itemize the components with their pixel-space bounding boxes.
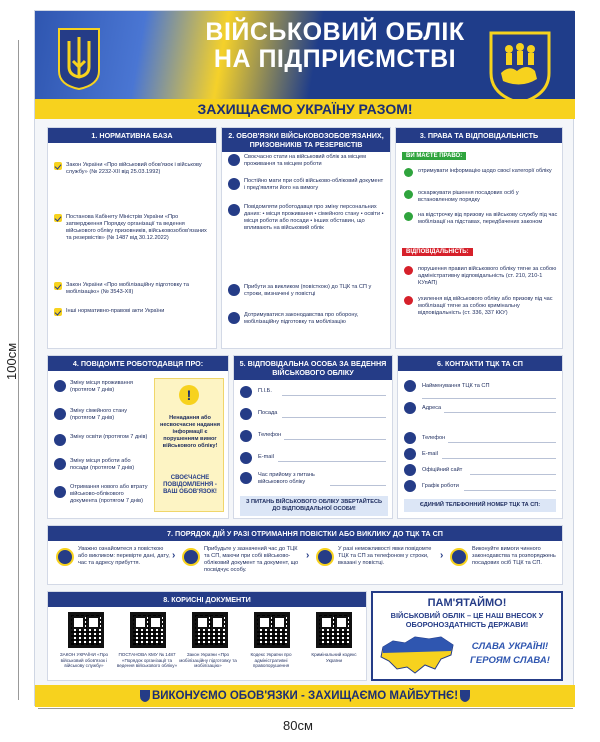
section-title: 1. НОРМАТИВНА БАЗА <box>48 128 216 143</box>
calendar-icon <box>182 548 200 566</box>
field-label: Телефон <box>422 435 446 441</box>
shield-icon <box>228 312 240 324</box>
step-text: У разі неможливості явки повідомте ТЦК та СП за телефоном у строки, вказані у повістці. <box>338 546 432 566</box>
fill-line <box>422 398 556 399</box>
fill-line <box>282 417 386 418</box>
step-text: Уважно ознайомтеся з повісткою або викликом: перевірте дані, дату, час та адресу прибуття. <box>78 546 170 566</box>
shield-check-icon <box>450 548 468 566</box>
hotline-note: ЄДИНИЙ ТЕЛЕФОННИЙ НОМЕР ТЦК ТА СП: <box>404 499 556 512</box>
globe-icon <box>404 464 416 476</box>
height-dimension-label: 100см <box>4 342 19 380</box>
fill-line <box>448 442 556 443</box>
exclamation-icon: ! <box>179 385 199 405</box>
check-circle-icon <box>404 212 413 221</box>
glory-slogan-1: СЛАВА УКРАЇНІ! <box>471 641 549 652</box>
fill-line <box>282 395 386 396</box>
briefcase-icon <box>54 458 66 470</box>
contact-note: З ПИТАНЬ ВІЙСЬКОВОГО ОБЛІКУ ЗВЕРТАЙТЕСЬ ДО ВІДПОВІДАЛЬНОЇ ОСОБИ! <box>240 496 388 516</box>
list-item: Закон України «Про мобілізаційну підготовку та мобілізацію» (№ 3543-XII) <box>66 282 190 295</box>
arrow-right-icon: › <box>306 550 310 561</box>
warning-emphasis: СВОЄЧАСНЕ ПОВІДОМЛЕННЯ - ВАШ ОБОВ'ЯЗОК! <box>163 475 217 495</box>
remember-title: ПАМ'ЯТАЙМО! <box>427 597 507 609</box>
field-label: Найменування ТЦК та СП <box>422 383 490 389</box>
list-item: Дотримуватися законодавства про оборону, мобілізаційну підготовку та мобілізацію <box>244 312 359 325</box>
field-label: П.І.Б. <box>258 388 272 394</box>
section-title: 3. ПРАВА ТА ВІДПОВІДАЛЬНІСТЬ <box>396 128 562 143</box>
list-item: на відстрочку від призову на військову службу під час мобілізації на підставах, передбачених законом <box>418 212 558 225</box>
id-document-icon <box>54 486 66 498</box>
remember-text: ВІЙСЬКОВИЙ ОБЛІК – ЦЕ НАШ ВНЕСОК У ОБОРОНОЗДАТНІСТЬ ДЕРЖАВИ! <box>390 611 544 629</box>
phone-icon <box>404 432 416 444</box>
section-notify-employer <box>47 355 229 519</box>
qr-code-icon[interactable] <box>192 612 228 648</box>
id-card-icon <box>228 178 240 190</box>
qr-code-icon[interactable] <box>68 612 104 648</box>
briefcase-icon <box>240 408 252 420</box>
doc-caption: ПОСТАНОВА КМУ № 1487 «Порядок організації та ведення військового обліку» <box>116 652 178 669</box>
ukraine-map-icon <box>379 633 457 677</box>
list-item: Зміну місця проживання (протягом 7 днів) <box>70 380 133 393</box>
house-icon <box>54 380 66 392</box>
fill-line <box>464 490 556 491</box>
glory-slogan-2: ГЕРОЯМ СЛАВА! <box>470 655 550 666</box>
warning-box <box>154 378 224 512</box>
mail-icon <box>404 448 416 460</box>
section-title: 6. КОНТАКТИ ТЦК ТА СП <box>398 356 562 371</box>
poster <box>34 10 574 706</box>
section-title: 2. ОБОВ'ЯЗКИ ВІЙСЬКОВОЗОБОВ'ЯЗАНИХ, ПРИЗОВНИКІВ ТА РЕЗЕРВІСТІВ <box>222 128 390 152</box>
list-item: Постанова Кабінету Міністрів України «Про затвердження Порядку організації та ведення військового обліку призовників, військовозобов'язаних та резервістів» (№ 1487 від 30.12.2022) <box>66 214 207 241</box>
trident-coat-of-arms-icon <box>55 27 103 91</box>
remember-box <box>371 591 563 681</box>
field-label: E-mail <box>422 451 438 457</box>
qr-code-icon[interactable] <box>130 612 166 648</box>
fill-line <box>330 485 386 486</box>
document-icon <box>228 154 240 166</box>
check-icon <box>54 162 62 170</box>
section-legal-basis <box>47 127 217 349</box>
section-responsible-person <box>233 355 393 519</box>
military-shield-badge-icon <box>487 29 553 105</box>
section-summons-procedure <box>47 525 563 585</box>
list-item: порушення правил військового обліку тягне за собою адміністративну відповідальність (ст. 210, 210-1 КУпАП) <box>418 266 557 286</box>
qr-code-icon[interactable] <box>254 612 290 648</box>
doc-caption: Закон України «Про мобілізаційну підготовку та мобілізацію» <box>179 652 237 669</box>
section-useful-documents <box>47 591 367 681</box>
step-text: Прибудьте у зазначений час до ТЦК та СП, маючи при собі військово-обліковий документ та документ, що посвідчує особу. <box>204 546 299 573</box>
phone-call-icon <box>316 548 334 566</box>
list-item: Постійно мати при собі військово-обліковий документ і пред'являти його на вимогу <box>244 178 384 191</box>
section-title: 5. ВІДПОВІДАЛЬНА ОСОБА ЗА ВЕДЕННЯ ВІЙСЬКОВОГО ОБЛІКУ <box>234 356 392 380</box>
list-item: Повідомляти роботодавця про зміну персональних даних: • місця проживання • сімейного стану • освіти • місця роботи або посади • інших обставин, що впливають на військовий облік <box>244 204 384 231</box>
width-guide-line <box>38 708 573 709</box>
width-dimension-label: 80см <box>283 718 313 733</box>
clock-icon <box>404 480 416 492</box>
list-item: отримувати інформацію щодо своєї категорії обліку <box>418 168 552 174</box>
phone-icon <box>240 430 252 442</box>
check-circle-icon <box>404 190 413 199</box>
summons-document-icon <box>56 548 74 566</box>
list-item: оскаржувати рішення посадових осіб у встановленому порядку <box>418 190 519 203</box>
qr-code-icon[interactable] <box>316 612 352 648</box>
check-icon <box>54 308 62 316</box>
list-item: Своєчасно стати на військовий облік за місцем проживання та місцем роботи <box>244 154 366 167</box>
list-item: Отримання нового або втрату військово-облікового документа (протягом 7 днів) <box>70 484 148 504</box>
section-title: 8. КОРИСНІ ДОКУМЕНТИ <box>48 592 366 607</box>
section-tck-contacts <box>397 355 563 519</box>
calendar-icon <box>228 284 240 296</box>
fill-line <box>442 458 556 459</box>
check-icon <box>54 214 62 222</box>
clock-icon <box>240 472 252 484</box>
field-label: Посада <box>258 410 278 416</box>
warning-circle-icon <box>404 266 413 275</box>
mail-icon <box>240 452 252 464</box>
list-item: Зміну сімейного стану (протягом 7 днів) <box>70 408 128 421</box>
list-item: Зміну освіти (протягом 7 днів) <box>70 434 148 440</box>
footer-bar <box>35 685 575 707</box>
section-title: 7. ПОРЯДОК ДІЙ У РАЗІ ОТРИМАННЯ ПОВІСТКИ АБО ВИКЛИКУ ДО ТЦК ТА СП <box>48 526 562 541</box>
field-label: Графік роботи <box>422 483 459 489</box>
field-label: Офіційний сайт <box>422 467 463 473</box>
section-title: 4. ПОВІДОМТЕ РОБОТОДАВЦЯ ПРО: <box>48 356 228 371</box>
rings-icon <box>54 408 66 420</box>
field-label: E-mail <box>258 454 274 460</box>
fill-line <box>278 461 386 462</box>
page-title: ВІЙСЬКОВИЙ ОБЛІК НА ПІДПРИЄМСТВІ <box>205 18 465 73</box>
list-item: Зміну місця роботи або посади (протягом 7 днів) <box>70 458 135 471</box>
doc-caption: Кодекс України про адміністративні правопорушення <box>250 652 292 669</box>
user-icon <box>240 386 252 398</box>
list-item: Прибути за викликом (повісткою) до ТЦК та СП у строки, визначені у повістці <box>244 284 372 297</box>
fill-line <box>444 412 556 413</box>
doc-caption: Кримінальний кодекс України <box>311 652 357 663</box>
section-duties <box>221 127 391 349</box>
graduation-cap-icon <box>54 434 66 446</box>
check-icon <box>54 282 62 290</box>
field-label: Час прийому з питань військового обліку <box>258 472 315 485</box>
fill-line <box>284 439 386 440</box>
fill-line <box>470 474 556 475</box>
arrow-right-icon: › <box>172 550 176 561</box>
warning-circle-icon <box>404 296 413 305</box>
shield-icon <box>459 689 471 703</box>
list-item: Закон України «Про військовий обов'язок і військову службу» (№ 2232-XII від 25.03.1992) <box>66 162 202 175</box>
rights-tag: ВИ МАЄТЕ ПРАВО: <box>402 152 466 160</box>
header <box>35 11 575 99</box>
field-label: Телефон <box>258 432 282 438</box>
responsibility-tag: ВІДПОВІДАЛЬНІСТЬ: <box>402 248 473 256</box>
warning-text: Ненадання або несвоєчасне надання інформації є порушенням вимог військового обліку! <box>159 415 221 449</box>
list-item: Інші нормативно-правові акти України <box>66 308 165 314</box>
check-circle-icon <box>404 168 413 177</box>
map-pin-icon <box>404 402 416 414</box>
list-item: ухилення від військового обліку або призову під час мобілізації тягне за собою кримінальну відповідальність (ст. 336, 337 ККУ) <box>418 296 553 316</box>
location-pin-icon <box>404 380 416 392</box>
user-info-icon <box>228 204 240 216</box>
field-label: Адреса <box>422 405 442 411</box>
arrow-right-icon: › <box>440 550 444 561</box>
footer-slogan: ВИКОНУЄМО ОБОВ'ЯЗКИ - ЗАХИЩАЄМО МАЙБУТНЄ! <box>151 690 459 702</box>
doc-caption: ЗАКОН УКРАЇНИ «Про військовий обов'язок і військову службу» <box>59 652 109 669</box>
slogan-bar: ЗАХИЩАЄМО УКРАЇНУ РАЗОМ! <box>35 99 575 119</box>
section-rights-responsibility <box>395 127 563 349</box>
step-text: Виконуйте вимоги чинного законодавства та розпоряджень посадових осіб ТЦК та СП. <box>472 546 556 566</box>
